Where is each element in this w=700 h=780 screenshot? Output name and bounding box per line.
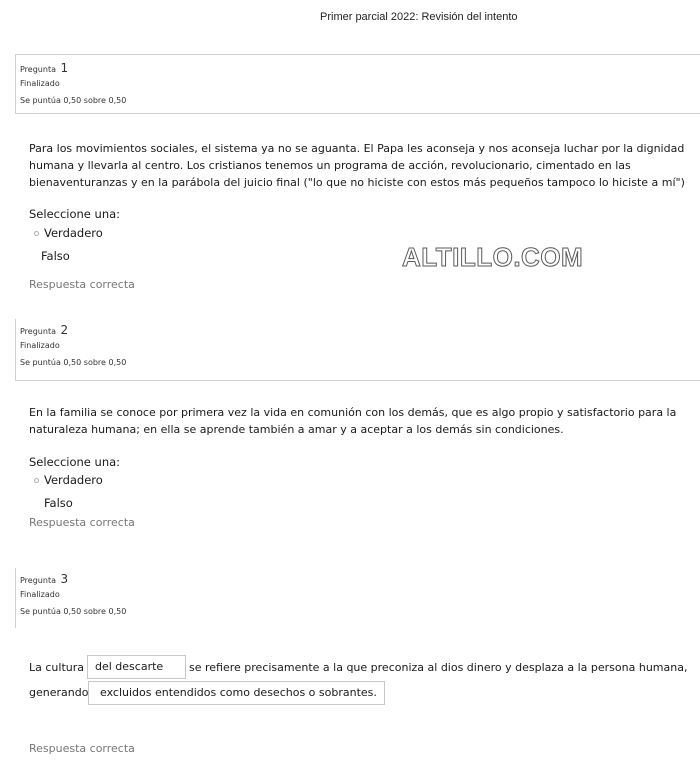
question-1-option-false[interactable]: Falso <box>41 249 70 263</box>
question-2-option-true-radio[interactable] <box>34 478 39 483</box>
question-2-status: Finalizado <box>20 341 60 350</box>
question-2-number: Pregunta 2 <box>20 323 69 337</box>
question-3-score: Se puntúa 0,50 sobre 0,50 <box>20 607 127 616</box>
question-1-feedback: Respuesta correcta <box>29 278 135 291</box>
question-3-blank-1[interactable]: del descarte <box>87 655 186 679</box>
question-2-prompt: Seleccione una: <box>29 455 121 469</box>
question-3-text-part1: La cultura <box>29 661 84 674</box>
question-2-feedback: Respuesta correcta <box>29 516 135 529</box>
question-3-feedback: Respuesta correcta <box>29 742 135 755</box>
question-2-option-true[interactable]: Verdadero <box>44 473 103 487</box>
page-title: Primer parcial 2022: Revisión del intento <box>320 11 518 23</box>
question-2-info <box>15 319 700 381</box>
question-3-text-part2: se refiere precisamente a la que preconiza al dios dinero y desplaza a la persona humana, <box>189 661 688 674</box>
question-2-score: Se puntúa 0,50 sobre 0,50 <box>20 358 127 367</box>
question-1-score: Se puntúa 0,50 sobre 0,50 <box>20 96 127 105</box>
question-1-number: Pregunta 1 <box>20 61 69 75</box>
question-1-option-true[interactable]: Verdadero <box>44 226 103 240</box>
question-3-info <box>15 568 700 628</box>
question-1-prompt: Seleccione una: <box>29 207 121 221</box>
question-1-info <box>15 54 700 114</box>
question-1-status: Finalizado <box>20 79 60 88</box>
question-1-option-true-radio[interactable] <box>34 231 39 236</box>
question-3-blank-2[interactable]: excluidos entendidos como desechos o sobrantes. <box>88 681 385 705</box>
question-1-text: Para los movimientos sociales, el sistema ya no se aguanta. El Papa les aconseja y nos aconseja luchar por la dignidad humana y llevarla al centro. Los cristianos tenemos un programa de acción, revolucionario, cimentado en las bienaventuranzas y en la parábola del juicio final ("lo que no hiciste con estos más pequeños tampoco lo hiciste a mí") <box>29 142 685 189</box>
watermark-logo: ALTILLO.COM <box>402 242 584 272</box>
question-2-text: En la familia se conoce por primera vez la vida en comunión con los demás, que es algo propio y satisfactorio para la naturaleza humana; en ella se aprende también a amar y a aceptar a los demás sin condiciones. <box>29 406 677 436</box>
question-3-status: Finalizado <box>20 590 60 599</box>
question-3-text-part3: generando <box>29 686 89 699</box>
question-3-number: Pregunta 3 <box>20 572 69 586</box>
question-2-option-false[interactable]: Falso <box>44 496 73 510</box>
